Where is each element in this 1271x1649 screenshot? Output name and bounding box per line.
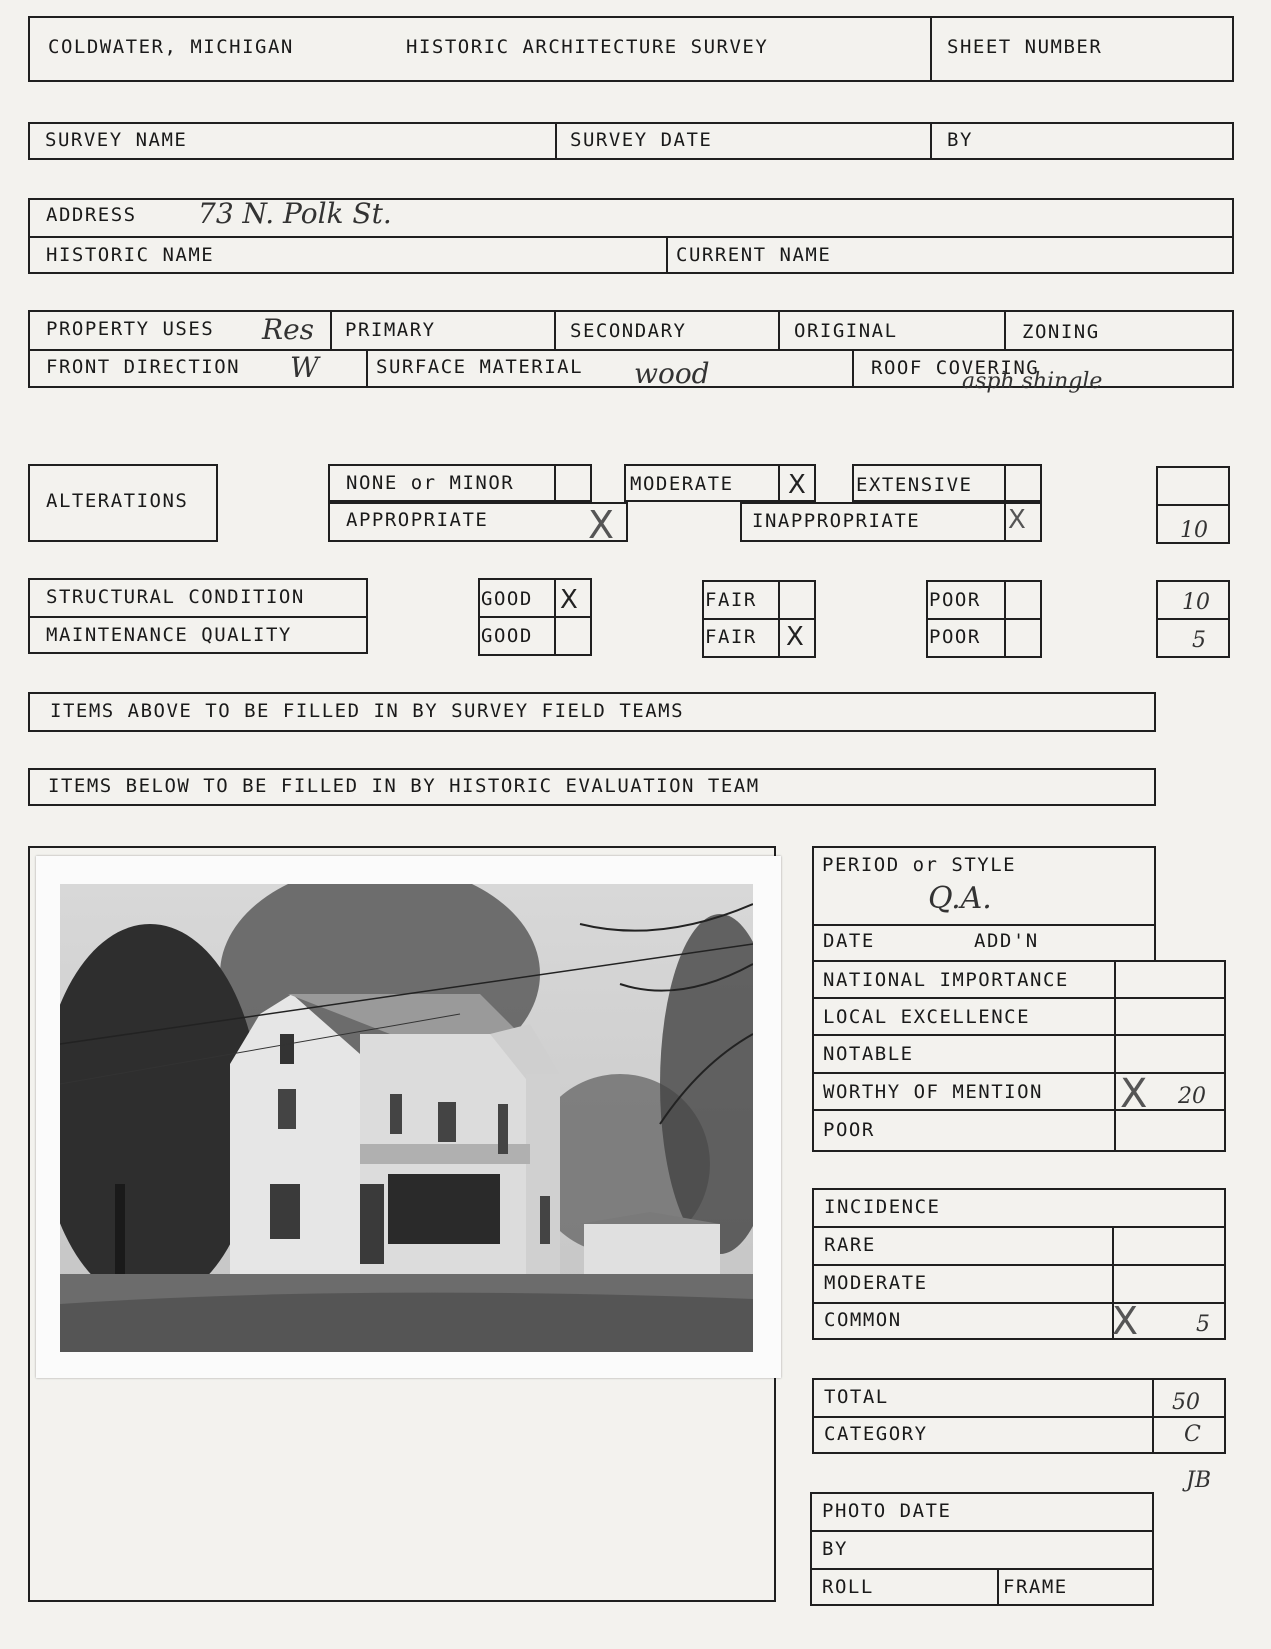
divider bbox=[926, 618, 1042, 620]
original-label: ORIGINAL bbox=[794, 320, 898, 342]
divider bbox=[1156, 504, 1230, 506]
divider bbox=[812, 1302, 1226, 1304]
divider bbox=[812, 1109, 1226, 1111]
divider bbox=[1152, 1378, 1154, 1454]
common-label: COMMON bbox=[824, 1309, 902, 1331]
worthy-score: 20 bbox=[1178, 1084, 1206, 1109]
historic-name-label: HISTORIC NAME bbox=[46, 244, 215, 266]
common-score: 5 bbox=[1196, 1312, 1210, 1337]
total-label: TOTAL bbox=[824, 1386, 889, 1408]
divider bbox=[666, 236, 668, 274]
structural-fair: FAIR bbox=[705, 589, 757, 611]
front-direction-label: FRONT DIRECTION bbox=[46, 356, 241, 378]
evaluation-team-note: ITEMS BELOW TO BE FILLED IN BY HISTORIC EVALUATION TEAM bbox=[48, 775, 760, 797]
alterations-score: 10 bbox=[1180, 518, 1208, 543]
survey-name-label: SURVEY NAME bbox=[45, 129, 188, 151]
maintenance-good: GOOD bbox=[481, 625, 533, 647]
divider bbox=[778, 464, 780, 502]
current-name-label: CURRENT NAME bbox=[676, 244, 832, 266]
none-minor-label: NONE or MINOR bbox=[346, 472, 515, 494]
maintenance-fair: FAIR bbox=[705, 626, 757, 648]
category-value: C bbox=[1184, 1422, 1201, 1447]
divider bbox=[812, 997, 1226, 999]
survey-date-label: SURVEY DATE bbox=[570, 129, 713, 151]
divider bbox=[554, 464, 556, 502]
divider bbox=[1004, 580, 1006, 658]
divider bbox=[478, 616, 592, 618]
structural-good: GOOD bbox=[481, 588, 533, 610]
divider bbox=[812, 1264, 1226, 1266]
city-label: COLDWATER, MICHIGAN bbox=[48, 36, 294, 58]
total-value: 50 bbox=[1172, 1390, 1200, 1415]
front-direction-value: W bbox=[290, 351, 319, 384]
divider bbox=[812, 1226, 1226, 1228]
divider bbox=[812, 1034, 1226, 1036]
moderate-label: MODERATE bbox=[630, 473, 734, 495]
header-divider bbox=[930, 16, 932, 82]
incidence-label: INCIDENCE bbox=[824, 1196, 941, 1218]
divider bbox=[330, 310, 332, 349]
common-mark: X bbox=[1112, 1299, 1139, 1343]
alterations-label: ALTERATIONS bbox=[46, 490, 189, 512]
period-value: Q.A. bbox=[928, 881, 992, 916]
divider bbox=[778, 310, 780, 349]
zoning-label: ZONING bbox=[1022, 321, 1100, 343]
divider bbox=[366, 349, 368, 388]
divider bbox=[28, 236, 1234, 238]
appropriate-label: APPROPRIATE bbox=[346, 509, 489, 531]
divider bbox=[28, 616, 368, 618]
divider bbox=[997, 1568, 999, 1606]
structural-label: STRUCTURAL CONDITION bbox=[46, 586, 305, 608]
national-importance-label: NATIONAL IMPORTANCE bbox=[823, 969, 1069, 991]
maintenance-label: MAINTENANCE QUALITY bbox=[46, 624, 292, 646]
photo-date-label: PHOTO DATE bbox=[822, 1500, 952, 1522]
primary-label: PRIMARY bbox=[345, 319, 436, 341]
photo-mount bbox=[36, 856, 781, 1378]
maintenance-fair-mark: X bbox=[786, 622, 804, 652]
notable-label: NOTABLE bbox=[823, 1043, 914, 1065]
divider bbox=[810, 1530, 1154, 1532]
category-label: CATEGORY bbox=[824, 1423, 928, 1445]
divider bbox=[28, 349, 1234, 351]
property-uses-label: PROPERTY USES bbox=[46, 318, 215, 340]
property-uses-value: Res bbox=[262, 313, 315, 346]
appropriate-mark: X bbox=[588, 503, 615, 547]
roll-label: ROLL bbox=[822, 1576, 874, 1598]
address-value: 73 N. Polk St. bbox=[198, 197, 392, 230]
divider bbox=[1114, 960, 1116, 1152]
address-label: ADDRESS bbox=[46, 204, 137, 226]
inappropriate-mark: X bbox=[1008, 505, 1026, 535]
divider bbox=[1004, 502, 1006, 542]
structural-score: 10 bbox=[1182, 590, 1210, 615]
date-label: DATE bbox=[823, 930, 875, 952]
divider bbox=[810, 1568, 1154, 1570]
surface-material-label: SURFACE MATERIAL bbox=[376, 356, 584, 378]
divider bbox=[1004, 310, 1006, 349]
period-label: PERIOD or STYLE bbox=[822, 854, 1017, 876]
structural-poor: POOR bbox=[929, 589, 981, 611]
extensive-label: EXTENSIVE bbox=[856, 474, 973, 496]
survey-by-label: BY bbox=[947, 129, 973, 151]
roof-covering-label: ROOF COVERING bbox=[871, 357, 1040, 379]
divider bbox=[1004, 464, 1006, 502]
divider bbox=[852, 349, 854, 388]
divider bbox=[554, 310, 556, 349]
frame-label: FRAME bbox=[1003, 1576, 1068, 1598]
divider bbox=[812, 1416, 1226, 1418]
structural-good-mark: X bbox=[560, 585, 578, 615]
eval-poor-label: POOR bbox=[823, 1119, 875, 1141]
addn-label: ADD'N bbox=[974, 930, 1039, 952]
secondary-label: SECONDARY bbox=[570, 320, 687, 342]
worthy-label: WORTHY OF MENTION bbox=[823, 1081, 1043, 1103]
roof-covering-value: asph shingle bbox=[962, 369, 1103, 394]
rare-label: RARE bbox=[824, 1234, 876, 1256]
inappropriate-label: INAPPROPRIATE bbox=[752, 510, 921, 532]
sheet-number-label: SHEET NUMBER bbox=[947, 36, 1103, 58]
divider bbox=[555, 122, 557, 160]
incidence-moderate-label: MODERATE bbox=[824, 1272, 928, 1294]
divider bbox=[812, 1072, 1226, 1074]
photo-by-label: BY bbox=[822, 1538, 848, 1560]
house-photo bbox=[60, 884, 753, 1352]
surface-material-value: wood bbox=[634, 357, 710, 390]
divider bbox=[702, 618, 816, 620]
divider bbox=[930, 122, 932, 160]
divider bbox=[554, 578, 556, 656]
moderate-mark: X bbox=[788, 470, 806, 500]
divider bbox=[1156, 618, 1230, 620]
worthy-mark: X bbox=[1120, 1071, 1148, 1117]
initials: JB bbox=[1186, 1468, 1211, 1493]
field-teams-note: ITEMS ABOVE TO BE FILLED IN BY SURVEY FIELD TEAMS bbox=[50, 700, 685, 722]
local-excellence-label: LOCAL EXCELLENCE bbox=[823, 1006, 1031, 1028]
maintenance-score: 5 bbox=[1192, 628, 1206, 653]
divider bbox=[778, 580, 780, 658]
survey-title: HISTORIC ARCHITECTURE SURVEY bbox=[406, 36, 769, 58]
maintenance-poor: POOR bbox=[929, 626, 981, 648]
